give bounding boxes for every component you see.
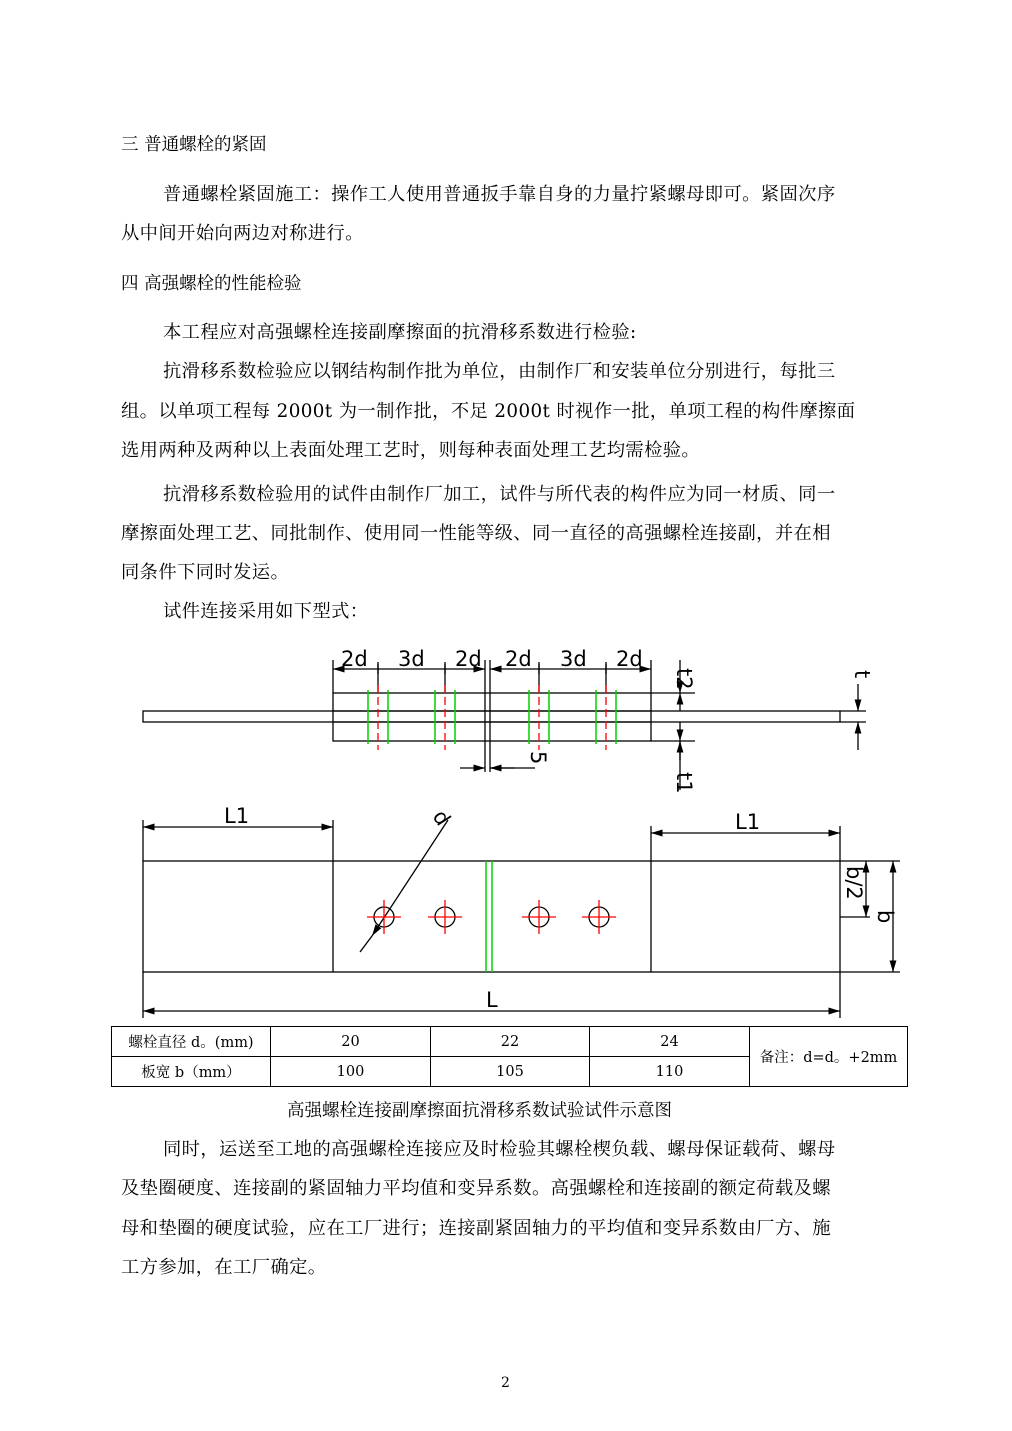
paragraph-line: 普通螺栓紧固施工：操作工人使用普通扳手靠自身的力量拧紧螺母即可。紧固次序 [163,184,836,205]
dim-label: 2d [505,647,532,671]
dim-label-t1: t1 [672,772,696,794]
table-cell: 螺栓直径 d。(mm) [112,1027,271,1057]
bolt-marks-side [368,690,616,744]
side-view [143,660,866,790]
joint-marks-plan [486,861,492,972]
dim-label-L1-left: L1 [224,804,250,828]
paragraph-line: 组。以单项工程每 2000t 为一制作批，不足 2000t 时视作一批，单项工程的构件摩擦面 [121,401,856,422]
dim-label-b-half: b/2 [842,866,866,900]
plan-view [143,820,900,1018]
dim-label-b: b [873,910,897,924]
dim-label-L1-right: L1 [735,810,761,834]
paragraph-line: 及垫圈硬度、连接副的紧固轴力平均值和变异系数。高强螺栓和连接副的额定荷载及螺 [121,1178,831,1199]
spec-table [111,1026,908,1087]
dim-label-t: t [850,670,874,679]
page-number: 2 [501,1375,510,1391]
table-cell: 板宽 b（mm） [112,1057,271,1087]
table-row [112,1027,908,1057]
section-heading-3: 三 普通螺栓的紧固 [121,135,267,155]
dim-label: 2d [455,647,482,671]
centerlines-side [378,685,606,750]
paragraph-line: 选用两种及两种以上表面处理工艺时，则每种表面处理工艺均需检验。 [121,440,701,461]
paragraph-line: 同时，运送至工地的高强螺栓连接应及时检验其螺栓楔负载、螺母保证载荷、螺母 [163,1139,836,1160]
dim-label: 3d [560,647,587,671]
table-note: 备注：d=d。+2mm [750,1027,908,1087]
table-cell: 24 [590,1027,750,1057]
paragraph-line: 从中间开始向两边对称进行。 [121,223,364,244]
splice-plate [333,693,651,741]
table-cell: 100 [271,1057,431,1087]
dim-label-gap: 5 [526,751,550,765]
paragraph-line: 同条件下同时发运。 [121,562,290,583]
paragraph-line: 本工程应对高强螺栓连接副摩擦面的抗滑移系数进行检验: [163,322,637,343]
table-cell: 110 [590,1057,750,1087]
dim-label-d: d [427,805,456,830]
figure-caption: 高强螺栓连接副摩擦面抗滑移系数试验试件示意图 [287,1101,672,1121]
dim-label-t2: t2 [672,668,696,690]
paragraph-line: 母和垫圈的硬度试验，应在工厂进行；连接副紧固轴力的平均值和变异系数由厂方、施 [121,1218,831,1239]
dim-label: 2d [616,647,643,671]
inner-plate [143,711,840,722]
dim-label-L: L [486,988,498,1012]
paragraph-line: 摩擦面处理工艺、同批制作、使用同一性能等级、同一直径的高强螺栓连接副，并在相 [121,523,831,544]
table-cell: 20 [271,1027,431,1057]
paragraph-line: 工方参加，在工厂确定。 [121,1257,327,1278]
table-cell: 22 [431,1027,590,1057]
paragraph-line: 抗滑移系数检验用的试件由制作厂加工，试件与所代表的构件应为同一材质、同一 [163,484,836,505]
paragraph-line: 抗滑移系数检验应以钢结构制作批为单位，由制作厂和安装单位分别进行，每批三 [163,361,836,382]
section-heading-4: 四 高强螺栓的性能检验 [121,274,302,294]
paragraph-line: 试件连接采用如下型式： [163,601,369,622]
table-cell: 105 [431,1057,590,1087]
dim-label: 3d [398,647,425,671]
dim-label: 2d [341,647,368,671]
